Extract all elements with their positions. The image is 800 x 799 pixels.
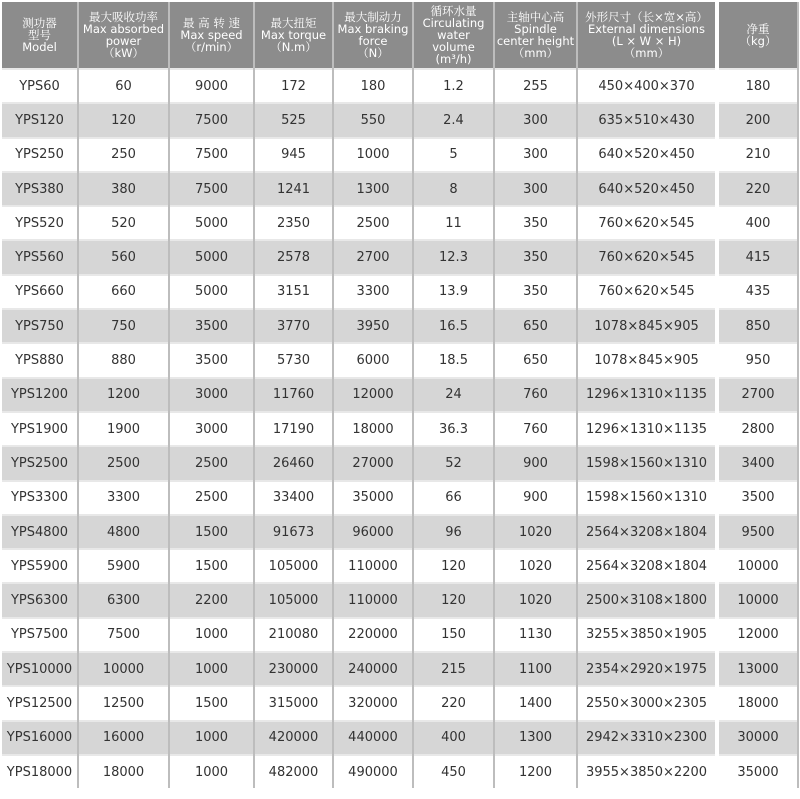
header-line: （kW） bbox=[102, 46, 145, 60]
cell-max-speed: 1000 bbox=[169, 618, 254, 652]
cell-max-braking-force: 2700 bbox=[333, 240, 413, 274]
cell-spindle-center-height: 300 bbox=[494, 103, 577, 137]
header-line: 最大扭矩 bbox=[270, 16, 317, 30]
cell-external-dimensions: 760×620×545 bbox=[577, 206, 717, 240]
cell-max-absorbed-power: 18000 bbox=[78, 755, 169, 788]
header-line: 最 高 转 速 bbox=[183, 16, 240, 30]
cell-circulating-water-volume: 66 bbox=[413, 481, 494, 515]
cell-spindle-center-height: 1020 bbox=[494, 549, 577, 583]
cell-max-absorbed-power: 1900 bbox=[78, 412, 169, 446]
header-line: 最大吸收功率 bbox=[89, 10, 158, 24]
cell-max-speed: 1000 bbox=[169, 721, 254, 755]
cell-max-braking-force: 3300 bbox=[333, 275, 413, 309]
cell-max-torque: 210080 bbox=[254, 618, 333, 652]
cell-net-weight: 850 bbox=[717, 309, 798, 343]
cell-net-weight: 12000 bbox=[717, 618, 798, 652]
cell-circulating-water-volume: 5 bbox=[413, 138, 494, 172]
header-line: 最大制动力 bbox=[344, 10, 402, 24]
cell-max-speed: 7500 bbox=[169, 172, 254, 206]
header-line: 主轴中心高 bbox=[506, 10, 565, 24]
cell-circulating-water-volume: 96 bbox=[413, 515, 494, 549]
cell-spindle-center-height: 350 bbox=[494, 275, 577, 309]
cell-max-braking-force: 240000 bbox=[333, 652, 413, 686]
header-line: Model bbox=[22, 40, 57, 54]
cell-external-dimensions: 760×620×545 bbox=[577, 275, 717, 309]
header-line: 型号 bbox=[28, 28, 51, 42]
cell-model: YPS1200 bbox=[2, 378, 78, 412]
cell-net-weight: 13000 bbox=[717, 652, 798, 686]
cell-max-absorbed-power: 750 bbox=[78, 309, 169, 343]
cell-circulating-water-volume: 18.5 bbox=[413, 343, 494, 377]
cell-max-braking-force: 1000 bbox=[333, 138, 413, 172]
header-row bbox=[2, 2, 798, 69]
cell-spindle-center-height: 900 bbox=[494, 481, 577, 515]
cell-max-torque: 230000 bbox=[254, 652, 333, 686]
cell-net-weight: 10000 bbox=[717, 549, 798, 583]
cell-max-braking-force: 18000 bbox=[333, 412, 413, 446]
cell-model: YPS880 bbox=[2, 343, 78, 377]
cell-max-torque: 3770 bbox=[254, 309, 333, 343]
cell-external-dimensions: 2354×2920×1975 bbox=[577, 652, 717, 686]
cell-net-weight: 435 bbox=[717, 275, 798, 309]
cell-max-braking-force: 2500 bbox=[333, 206, 413, 240]
cell-max-absorbed-power: 5900 bbox=[78, 549, 169, 583]
table-row bbox=[2, 755, 798, 788]
header-line: （N） bbox=[357, 46, 389, 60]
cell-max-torque: 945 bbox=[254, 138, 333, 172]
header-line: （kg） bbox=[739, 34, 777, 48]
table-row bbox=[2, 206, 798, 240]
table-row bbox=[2, 412, 798, 446]
header-max-torque bbox=[254, 2, 333, 69]
cell-net-weight: 10000 bbox=[717, 583, 798, 617]
cell-max-braking-force: 12000 bbox=[333, 378, 413, 412]
cell-max-absorbed-power: 250 bbox=[78, 138, 169, 172]
cell-circulating-water-volume: 52 bbox=[413, 446, 494, 480]
cell-model: YPS6300 bbox=[2, 583, 78, 617]
header-spindle-center-height bbox=[494, 2, 577, 69]
cell-spindle-center-height: 900 bbox=[494, 446, 577, 480]
cell-external-dimensions: 1296×1310×1135 bbox=[577, 412, 717, 446]
cell-max-torque: 2578 bbox=[254, 240, 333, 274]
cell-circulating-water-volume: 11 bbox=[413, 206, 494, 240]
cell-circulating-water-volume: 24 bbox=[413, 378, 494, 412]
cell-max-braking-force: 6000 bbox=[333, 343, 413, 377]
cell-external-dimensions: 2942×3310×2300 bbox=[577, 721, 717, 755]
table-row bbox=[2, 515, 798, 549]
header-line: External dimensions bbox=[588, 22, 705, 36]
cell-spindle-center-height: 650 bbox=[494, 309, 577, 343]
cell-net-weight: 3400 bbox=[717, 446, 798, 480]
cell-circulating-water-volume: 450 bbox=[413, 755, 494, 788]
cell-model: YPS3300 bbox=[2, 481, 78, 515]
cell-circulating-water-volume: 120 bbox=[413, 583, 494, 617]
cell-model: YPS12500 bbox=[2, 686, 78, 720]
cell-max-absorbed-power: 660 bbox=[78, 275, 169, 309]
cell-max-braking-force: 110000 bbox=[333, 583, 413, 617]
cell-external-dimensions: 3255×3850×1905 bbox=[577, 618, 717, 652]
table-row bbox=[2, 343, 798, 377]
cell-max-absorbed-power: 520 bbox=[78, 206, 169, 240]
table-row bbox=[2, 618, 798, 652]
header-line: Max braking bbox=[337, 22, 409, 36]
cell-spindle-center-height: 255 bbox=[494, 69, 577, 103]
header-max-absorbed-power bbox=[78, 2, 169, 69]
cell-spindle-center-height: 1130 bbox=[494, 618, 577, 652]
cell-circulating-water-volume: 1.2 bbox=[413, 69, 494, 103]
header-model bbox=[2, 2, 78, 69]
cell-max-braking-force: 440000 bbox=[333, 721, 413, 755]
cell-max-torque: 2350 bbox=[254, 206, 333, 240]
cell-max-speed: 2500 bbox=[169, 446, 254, 480]
cell-net-weight: 200 bbox=[717, 103, 798, 137]
cell-max-braking-force: 96000 bbox=[333, 515, 413, 549]
cell-circulating-water-volume: 16.5 bbox=[413, 309, 494, 343]
table-row bbox=[2, 138, 798, 172]
cell-max-speed: 1500 bbox=[169, 686, 254, 720]
cell-net-weight: 18000 bbox=[717, 686, 798, 720]
header-line: 外形尺寸（长×宽×高） bbox=[585, 10, 708, 24]
header-line: 循环水量 bbox=[430, 4, 477, 18]
cell-spindle-center-height: 1100 bbox=[494, 652, 577, 686]
cell-model: YPS560 bbox=[2, 240, 78, 274]
cell-max-braking-force: 35000 bbox=[333, 481, 413, 515]
cell-max-absorbed-power: 12500 bbox=[78, 686, 169, 720]
cell-max-torque: 33400 bbox=[254, 481, 333, 515]
header-line: (m³/h) bbox=[435, 52, 472, 66]
cell-spindle-center-height: 760 bbox=[494, 412, 577, 446]
cell-circulating-water-volume: 12.3 bbox=[413, 240, 494, 274]
header-line: （N.m） bbox=[270, 40, 317, 54]
cell-circulating-water-volume: 2.4 bbox=[413, 103, 494, 137]
cell-external-dimensions: 450×400×370 bbox=[577, 69, 717, 103]
cell-max-braking-force: 27000 bbox=[333, 446, 413, 480]
header-line: Max torque bbox=[260, 28, 327, 42]
cell-max-torque: 1241 bbox=[254, 172, 333, 206]
cell-external-dimensions: 2550×3000×2305 bbox=[577, 686, 717, 720]
cell-spindle-center-height: 1200 bbox=[494, 755, 577, 788]
cell-max-absorbed-power: 6300 bbox=[78, 583, 169, 617]
cell-max-absorbed-power: 380 bbox=[78, 172, 169, 206]
cell-external-dimensions: 1078×845×905 bbox=[577, 343, 717, 377]
header-max-braking-force bbox=[333, 2, 413, 69]
table-row bbox=[2, 69, 798, 103]
cell-external-dimensions: 2564×3208×1804 bbox=[577, 549, 717, 583]
table-row bbox=[2, 103, 798, 137]
cell-net-weight: 400 bbox=[717, 206, 798, 240]
cell-max-speed: 3000 bbox=[169, 378, 254, 412]
cell-net-weight: 3500 bbox=[717, 481, 798, 515]
cell-external-dimensions: 1296×1310×1135 bbox=[577, 378, 717, 412]
cell-net-weight: 2800 bbox=[717, 412, 798, 446]
header-line: （mm） bbox=[512, 46, 559, 60]
cell-model: YPS7500 bbox=[2, 618, 78, 652]
cell-model: YPS1900 bbox=[2, 412, 78, 446]
cell-model: YPS10000 bbox=[2, 652, 78, 686]
table-row bbox=[2, 686, 798, 720]
cell-max-torque: 5730 bbox=[254, 343, 333, 377]
cell-max-speed: 1000 bbox=[169, 652, 254, 686]
cell-max-torque: 420000 bbox=[254, 721, 333, 755]
cell-net-weight: 220 bbox=[717, 172, 798, 206]
cell-max-speed: 7500 bbox=[169, 138, 254, 172]
table-row bbox=[2, 240, 798, 274]
cell-net-weight: 30000 bbox=[717, 721, 798, 755]
cell-max-braking-force: 3950 bbox=[333, 309, 413, 343]
cell-external-dimensions: 2564×3208×1804 bbox=[577, 515, 717, 549]
cell-max-speed: 5000 bbox=[169, 206, 254, 240]
cell-max-braking-force: 320000 bbox=[333, 686, 413, 720]
cell-max-speed: 5000 bbox=[169, 275, 254, 309]
header-line: (L × W × H) bbox=[611, 34, 682, 48]
header-circulating-water-volume bbox=[413, 2, 494, 69]
header-line: 净重 bbox=[746, 22, 770, 36]
cell-model: YPS4800 bbox=[2, 515, 78, 549]
cell-max-speed: 2200 bbox=[169, 583, 254, 617]
header-line: water volume bbox=[432, 28, 475, 54]
cell-max-braking-force: 220000 bbox=[333, 618, 413, 652]
table-row bbox=[2, 446, 798, 480]
cell-model: YPS380 bbox=[2, 172, 78, 206]
cell-max-absorbed-power: 7500 bbox=[78, 618, 169, 652]
cell-external-dimensions: 2500×3108×1800 bbox=[577, 583, 717, 617]
header-line: center height bbox=[496, 34, 575, 48]
cell-model: YPS520 bbox=[2, 206, 78, 240]
cell-max-speed: 1500 bbox=[169, 549, 254, 583]
cell-max-absorbed-power: 120 bbox=[78, 103, 169, 137]
cell-spindle-center-height: 1400 bbox=[494, 686, 577, 720]
cell-external-dimensions: 1598×1560×1310 bbox=[577, 481, 717, 515]
cell-model: YPS750 bbox=[2, 309, 78, 343]
table-row bbox=[2, 583, 798, 617]
cell-external-dimensions: 640×520×450 bbox=[577, 172, 717, 206]
cell-external-dimensions: 1598×1560×1310 bbox=[577, 446, 717, 480]
cell-circulating-water-volume: 120 bbox=[413, 549, 494, 583]
cell-max-torque: 105000 bbox=[254, 549, 333, 583]
header-external-dimensions bbox=[577, 2, 717, 69]
cell-spindle-center-height: 1020 bbox=[494, 583, 577, 617]
header-line: （r/min） bbox=[184, 40, 239, 54]
cell-max-absorbed-power: 2500 bbox=[78, 446, 169, 480]
cell-max-braking-force: 180 bbox=[333, 69, 413, 103]
cell-circulating-water-volume: 8 bbox=[413, 172, 494, 206]
cell-max-torque: 17190 bbox=[254, 412, 333, 446]
table-row bbox=[2, 652, 798, 686]
table-row bbox=[2, 172, 798, 206]
cell-spindle-center-height: 1300 bbox=[494, 721, 577, 755]
header-line: force bbox=[358, 34, 388, 48]
cell-circulating-water-volume: 13.9 bbox=[413, 275, 494, 309]
cell-external-dimensions: 635×510×430 bbox=[577, 103, 717, 137]
cell-circulating-water-volume: 36.3 bbox=[413, 412, 494, 446]
table-row bbox=[2, 721, 798, 755]
cell-model: YPS120 bbox=[2, 103, 78, 137]
cell-max-speed: 5000 bbox=[169, 240, 254, 274]
cell-max-braking-force: 1300 bbox=[333, 172, 413, 206]
cell-max-absorbed-power: 4800 bbox=[78, 515, 169, 549]
cell-model: YPS16000 bbox=[2, 721, 78, 755]
cell-net-weight: 35000 bbox=[717, 755, 798, 788]
cell-circulating-water-volume: 150 bbox=[413, 618, 494, 652]
cell-max-speed: 7500 bbox=[169, 103, 254, 137]
cell-model: YPS18000 bbox=[2, 755, 78, 788]
cell-external-dimensions: 640×520×450 bbox=[577, 138, 717, 172]
cell-external-dimensions: 3955×3850×2200 bbox=[577, 755, 717, 788]
cell-spindle-center-height: 300 bbox=[494, 138, 577, 172]
header-net-weight bbox=[717, 2, 798, 69]
cell-spindle-center-height: 350 bbox=[494, 206, 577, 240]
cell-model: YPS60 bbox=[2, 69, 78, 103]
table-row bbox=[2, 309, 798, 343]
cell-max-absorbed-power: 880 bbox=[78, 343, 169, 377]
cell-max-torque: 172 bbox=[254, 69, 333, 103]
cell-circulating-water-volume: 215 bbox=[413, 652, 494, 686]
cell-net-weight: 950 bbox=[717, 343, 798, 377]
cell-spindle-center-height: 760 bbox=[494, 378, 577, 412]
header-line: Spindle bbox=[514, 22, 557, 36]
cell-max-torque: 91673 bbox=[254, 515, 333, 549]
cell-max-torque: 525 bbox=[254, 103, 333, 137]
cell-max-torque: 482000 bbox=[254, 755, 333, 788]
table-row bbox=[2, 481, 798, 515]
cell-net-weight: 180 bbox=[717, 69, 798, 103]
header-line: （mm） bbox=[623, 46, 670, 60]
cell-max-braking-force: 550 bbox=[333, 103, 413, 137]
cell-max-torque: 26460 bbox=[254, 446, 333, 480]
cell-max-absorbed-power: 16000 bbox=[78, 721, 169, 755]
dynamometer-spec-table bbox=[2, 2, 799, 788]
table-row bbox=[2, 275, 798, 309]
cell-max-braking-force: 490000 bbox=[333, 755, 413, 788]
cell-max-speed: 3000 bbox=[169, 412, 254, 446]
cell-max-braking-force: 110000 bbox=[333, 549, 413, 583]
cell-external-dimensions: 760×620×545 bbox=[577, 240, 717, 274]
header-line: Max absorbed bbox=[82, 22, 165, 36]
cell-model: YPS250 bbox=[2, 138, 78, 172]
cell-net-weight: 415 bbox=[717, 240, 798, 274]
cell-max-speed: 3500 bbox=[169, 343, 254, 377]
header-line: power bbox=[105, 34, 142, 48]
cell-net-weight: 9500 bbox=[717, 515, 798, 549]
cell-max-absorbed-power: 560 bbox=[78, 240, 169, 274]
cell-max-torque: 3151 bbox=[254, 275, 333, 309]
header-line: 测功器 bbox=[22, 16, 57, 30]
cell-net-weight: 2700 bbox=[717, 378, 798, 412]
cell-circulating-water-volume: 220 bbox=[413, 686, 494, 720]
cell-model: YPS660 bbox=[2, 275, 78, 309]
cell-max-speed: 1000 bbox=[169, 755, 254, 788]
cell-max-torque: 11760 bbox=[254, 378, 333, 412]
cell-max-speed: 1500 bbox=[169, 515, 254, 549]
cell-net-weight: 210 bbox=[717, 138, 798, 172]
cell-max-torque: 105000 bbox=[254, 583, 333, 617]
cell-model: YPS2500 bbox=[2, 446, 78, 480]
cell-external-dimensions: 1078×845×905 bbox=[577, 309, 717, 343]
cell-max-torque: 315000 bbox=[254, 686, 333, 720]
cell-spindle-center-height: 300 bbox=[494, 172, 577, 206]
table-row bbox=[2, 378, 798, 412]
cell-max-speed: 3500 bbox=[169, 309, 254, 343]
cell-max-speed: 2500 bbox=[169, 481, 254, 515]
cell-max-absorbed-power: 10000 bbox=[78, 652, 169, 686]
cell-spindle-center-height: 350 bbox=[494, 240, 577, 274]
cell-model: YPS5900 bbox=[2, 549, 78, 583]
cell-max-absorbed-power: 3300 bbox=[78, 481, 169, 515]
table-row bbox=[2, 549, 798, 583]
header-line: Max speed bbox=[180, 28, 243, 42]
cell-spindle-center-height: 1020 bbox=[494, 515, 577, 549]
cell-max-absorbed-power: 1200 bbox=[78, 378, 169, 412]
cell-max-speed: 9000 bbox=[169, 69, 254, 103]
cell-circulating-water-volume: 400 bbox=[413, 721, 494, 755]
header-line: Circulating bbox=[422, 16, 485, 30]
header-max-speed bbox=[169, 2, 254, 69]
cell-max-absorbed-power: 60 bbox=[78, 69, 169, 103]
cell-spindle-center-height: 650 bbox=[494, 343, 577, 377]
